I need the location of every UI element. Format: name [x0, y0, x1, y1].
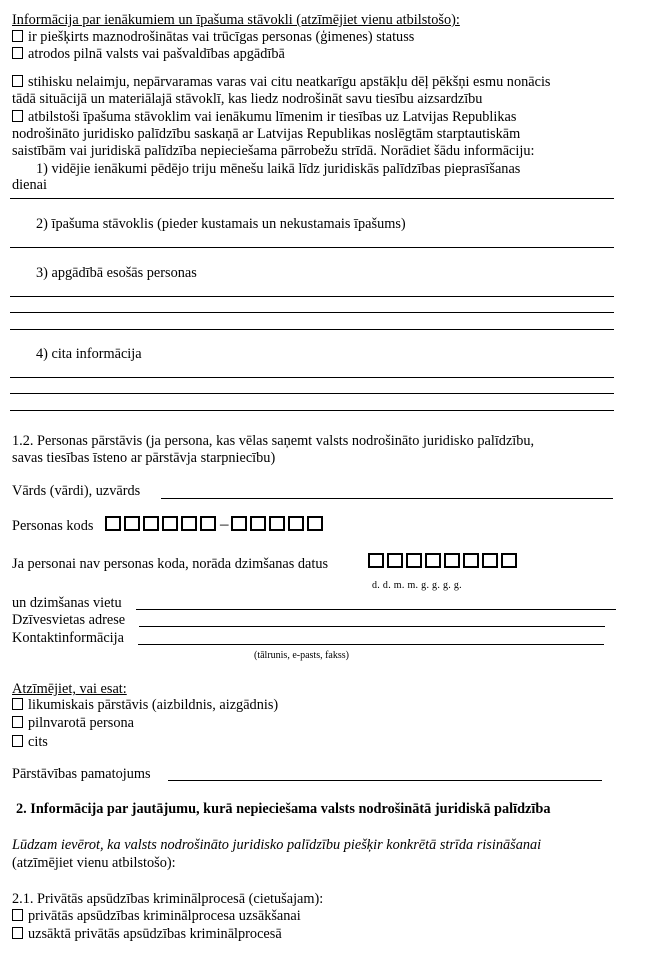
rep-type-legal[interactable]: likumiskais pārstāvis (aizbildnis, aizgādnis): [12, 697, 278, 714]
income-option-3[interactable]: stihisku nelaimju, nepārvaramas varas vai citu neatkarīgu apstākļu dēļ pēkšņi esmu nonācis: [12, 74, 550, 91]
income-option-4-cont-2: saistībām vai juridiskā palīdzība nepieciešama pārrobežu strīdā. Norādiet šādu informāciju:: [12, 143, 535, 159]
checkbox[interactable]: [12, 735, 23, 747]
code-digit-box[interactable]: [231, 516, 247, 531]
date-digit-box[interactable]: [482, 553, 498, 568]
checkbox[interactable]: [12, 909, 23, 921]
income-option-3-cont: tādā situācijā un materiālajā stāvoklī, kas liedz nodrošināt savu tiesību aizsardzību: [12, 91, 483, 107]
private-prosecution-start[interactable]: privātās apsūdzības kriminālprocesa uzsākšanai: [12, 908, 301, 925]
name-label: Vārds (vārdi), uzvārds: [12, 483, 141, 499]
date-digit-box[interactable]: [501, 553, 517, 568]
code-digit-box[interactable]: [288, 516, 304, 531]
checkbox[interactable]: [12, 47, 23, 59]
date-digit-box[interactable]: [444, 553, 460, 568]
date-digit-box[interactable]: [368, 553, 384, 568]
private-prosecution-ongoing[interactable]: uzsāktā privātās apsūdzības kriminālprocesā: [12, 926, 282, 943]
contact-label: Kontaktinformācija: [12, 630, 124, 646]
rep-heading-line-2: savas tiesības īsteno ar pārstāvja starpniecību): [12, 450, 276, 466]
answer-line[interactable]: [10, 198, 614, 199]
answer-line[interactable]: [10, 393, 614, 394]
checkbox[interactable]: [12, 716, 23, 728]
birth-data-label: Ja personai nav personas koda, norāda dzimšanas datus: [12, 556, 329, 572]
code-digit-box[interactable]: [200, 516, 216, 531]
rep-heading-line-1: 1.2. Personas pārstāvis (ja persona, kas vēlas saņemt valsts nodrošināto juridisko palīdzību,: [12, 433, 535, 449]
checkbox[interactable]: [12, 75, 23, 87]
code-digit-box[interactable]: [269, 516, 285, 531]
income-option-2[interactable]: atrodos pilnā valsts vai pašvaldības apgādībā: [12, 46, 285, 63]
basis-label: Pārstāvības pamatojums: [12, 766, 151, 782]
date-digit-box[interactable]: [463, 553, 479, 568]
income-item-1: 1) vidējie ienākumi pēdējo triju mēnešu laikā līdz juridiskās palīdzības pieprasīšanas: [36, 161, 521, 177]
income-option-4[interactable]: atbilstoši īpašuma stāvoklim vai ienākumu līmenim ir tiesības uz Latvijas Republikas: [12, 109, 516, 126]
personal-code-boxes[interactable]: [105, 515, 326, 534]
code-digit-box[interactable]: [105, 516, 121, 531]
income-item-3: 3) apgādībā esošās personas: [36, 265, 197, 281]
checkbox[interactable]: [12, 698, 23, 710]
income-option-1[interactable]: ir piešķirts maznodrošinātas vai trūcīgas personas (ģimenes) statuss: [12, 29, 414, 46]
section-2-heading: 2. Informācija par jautājumu, kurā nepieciešama valsts nodrošinātā juridiskā palīdzība: [16, 801, 551, 817]
answer-line[interactable]: [10, 329, 614, 330]
rep-type-other[interactable]: cits: [12, 734, 48, 751]
answer-line[interactable]: [10, 377, 614, 378]
date-digit-box[interactable]: [387, 553, 403, 568]
answer-line[interactable]: [10, 312, 614, 313]
subsection-2-1-heading: 2.1. Privātās apsūdzības kriminālprocesā (cietušajam):: [12, 891, 324, 907]
code-digit-box[interactable]: [162, 516, 178, 531]
birthplace-label: un dzimšanas vietu: [12, 595, 122, 611]
birthplace-field[interactable]: [136, 609, 616, 610]
date-format-hint: d. d. m. m. g. g. g. g.: [372, 580, 462, 591]
section-2-note-line-1: Lūdzam ievērot, ka valsts nodrošināto juridisko palīdzību piešķir konkrētā strīda risināšanai: [12, 837, 542, 853]
income-item-4: 4) cita informācija: [36, 346, 142, 362]
answer-line[interactable]: [10, 247, 614, 248]
code-digit-box[interactable]: [181, 516, 197, 531]
contact-hint: (tālrunis, e-pasts, fakss): [254, 650, 349, 661]
contact-field[interactable]: [138, 644, 604, 645]
rep-type-authorized[interactable]: pilnvarotā persona: [12, 715, 134, 732]
code-digit-box[interactable]: [124, 516, 140, 531]
income-section-heading: Informācija par ienākumiem un īpašuma stāvokli (atzīmējiet vienu atbilstošo):: [12, 12, 460, 28]
checkbox[interactable]: [12, 110, 23, 122]
date-digit-box[interactable]: [425, 553, 441, 568]
address-label: Dzīvesvietas adrese: [12, 612, 126, 628]
answer-line[interactable]: [10, 410, 614, 411]
checkbox[interactable]: [12, 30, 23, 42]
section-2-note-line-2: (atzīmējiet vienu atbilstošo):: [12, 855, 176, 871]
address-field[interactable]: [139, 626, 605, 627]
income-item-2: 2) īpašuma stāvoklis (pieder kustamais un nekustamais īpašums): [36, 216, 406, 232]
date-digit-box[interactable]: [406, 553, 422, 568]
income-option-4-cont-1: nodrošināto juridisko palīdzību saskaņā ar Latvijas Republikas noslēgtām starptautiskām: [12, 126, 521, 142]
answer-line[interactable]: [10, 296, 614, 297]
income-item-1-cont: dienai: [12, 177, 47, 193]
code-digit-box[interactable]: [250, 516, 266, 531]
name-field[interactable]: [161, 498, 613, 499]
birth-date-boxes[interactable]: [368, 553, 520, 571]
code-digit-box[interactable]: [143, 516, 159, 531]
checkbox[interactable]: [12, 927, 23, 939]
personal-code-label: Personas kods: [12, 518, 94, 534]
basis-field[interactable]: [168, 780, 602, 781]
code-dash: –: [220, 514, 229, 533]
code-digit-box[interactable]: [307, 516, 323, 531]
mark-heading: Atzīmējiet, vai esat:: [12, 681, 127, 697]
